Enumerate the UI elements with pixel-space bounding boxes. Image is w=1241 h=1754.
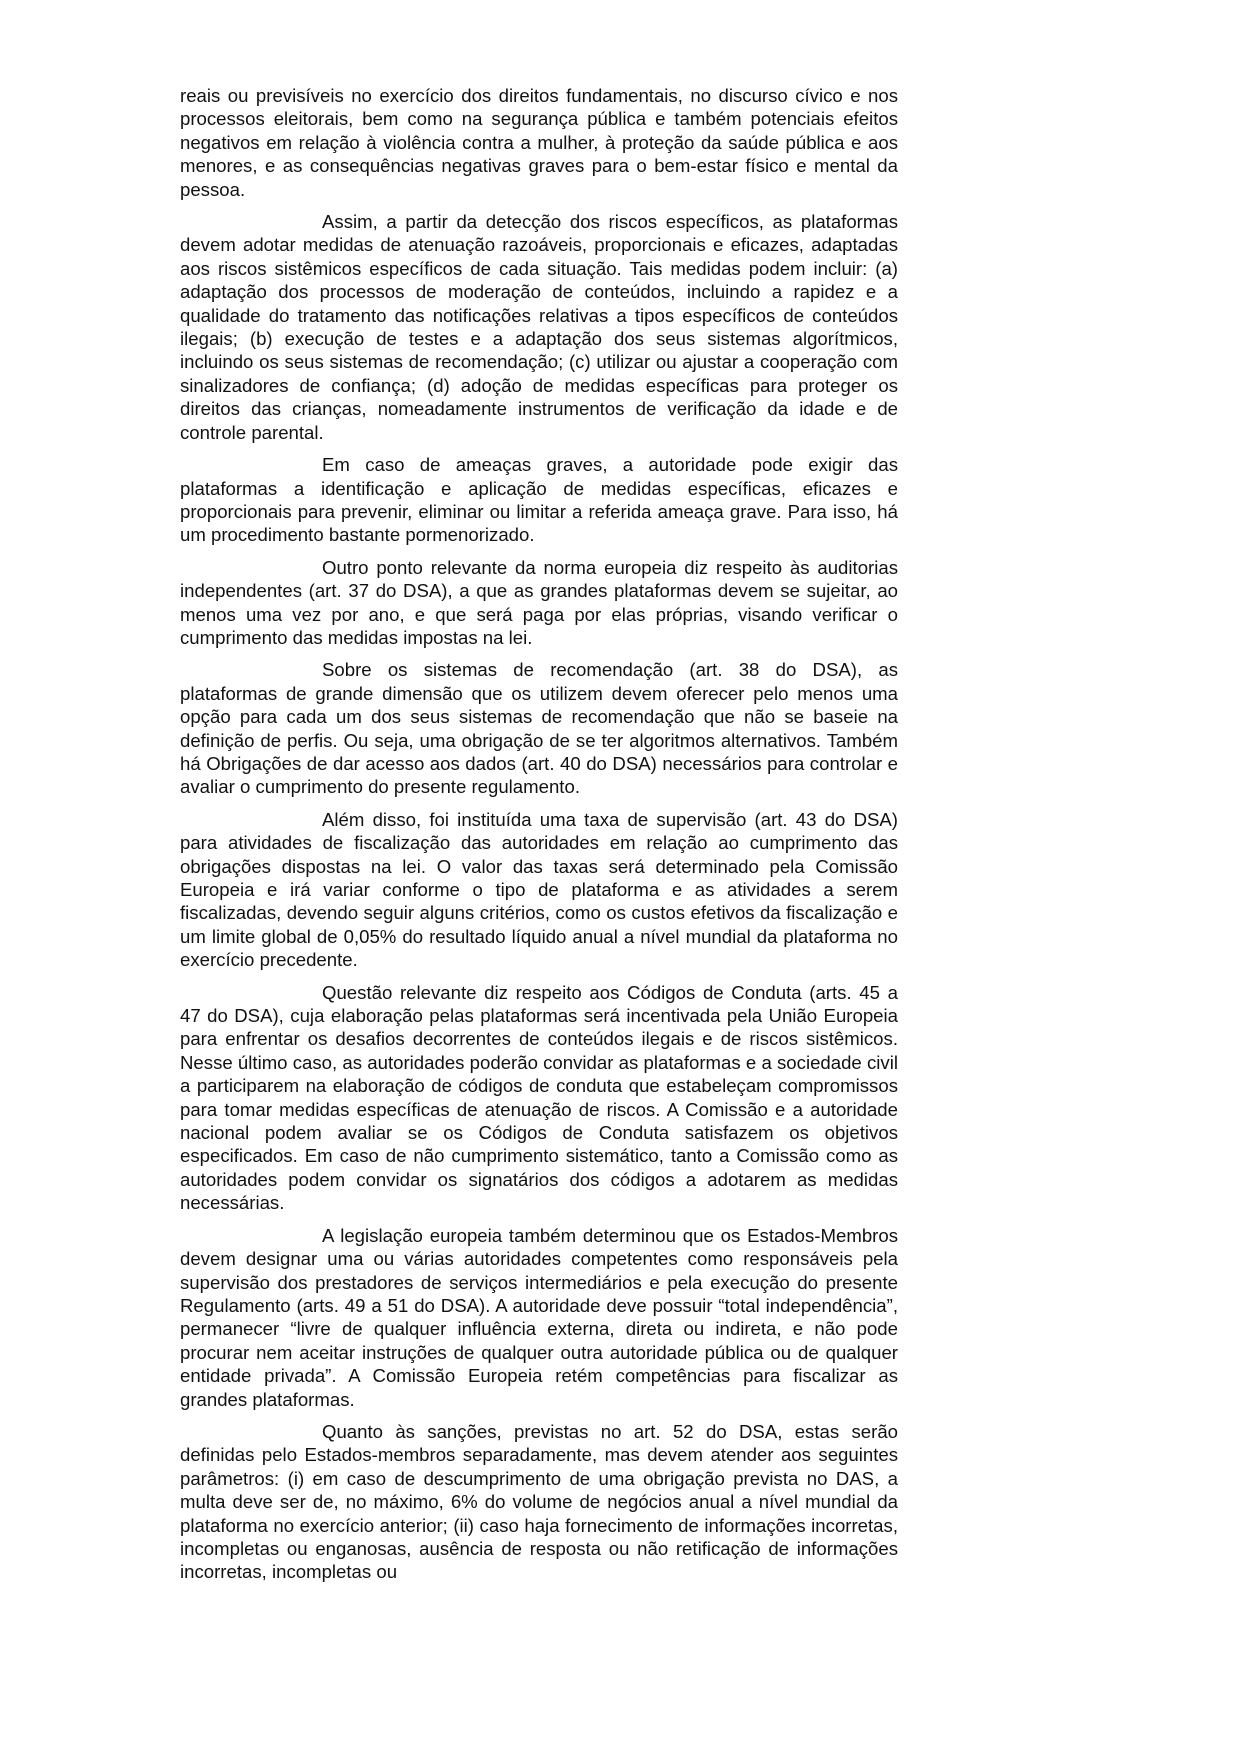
paragraph-mitigation-measures: Assim, a partir da detecção dos riscos específicos, as plataformas devem adotar medidas de atenuação razoáveis, proporcionais e eficazes, adaptadas aos riscos sistêmicos específicos de cada situação. Tais medidas podem incluir: (a) adaptação dos processos de moderação de conteúdos, incluindo a rapidez e a qualidade do tratamento das notificações relativas a tipos específicos de conteúdos ilegais; (b) execução de testes e a adaptação dos seus sistemas algorítmicos, incluindo os seus sistemas de recomendação; (c) utilizar ou ajustar a cooperação com sinalizadores de confiança; (d) adoção de medidas específicas para proteger os direitos das crianças, nomeadamente instrumentos de verificação da idade e de controle parental. [180,211,898,443]
document-page [180,84,898,1593]
paragraph-risk-effects: reais ou previsíveis no exercício dos direitos fundamentais, no discurso cívico e nos processos eleitorais, bem como na segurança pública e também potenciais efeitos negativos em relação à violência contra a mulher, à proteção da saúde pública e aos menores, e as consequências negativas graves para o bem-estar físico e mental da pessoa. [180,85,898,200]
paragraph-supervision-fee: Além disso, foi instituída uma taxa de supervisão (art. 43 do DSA) para atividades de fiscalização das autoridades em relação ao cumprimento das obrigações dispostas na lei. O valor das taxas será determinado pela Comissão Europeia e irá variar conforme o tipo de plataforma e as atividades a serem fiscalizadas, devendo seguir alguns critérios, como os custos efetivos da fiscalização e um limite global de 0,05% do resultado líquido anual a nível mundial da plataforma no exercício precedente. [180,808,898,971]
paragraph-competent-authorities: A legislação europeia também determinou que os Estados-Membros devem designar uma ou várias autoridades competentes como responsáveis pela supervisão dos prestadores de serviços intermediários e pela execução do presente Regulamento (arts. 49 a 51 do DSA). A autoridade deve possuir “total independência”, permanecer “livre de qualquer influência externa, direta ou indireta, e não pode procurar nem aceitar instruções de qualquer outra autoridade pública ou de qualquer entidade privada”. A Comissão Europeia retém competências para fiscalizar as grandes plataformas. [180,1224,898,1410]
paragraph-recommendation-systems: Sobre os sistemas de recomendação (art. 38 do DSA), as plataformas de grande dimensão que os utilizem devem oferecer pelo menos uma opção para cada um dos seus sistemas de recomendação que não se baseie na definição de perfis. Ou seja, uma obrigação de se ter algoritmos alternativos. Também há Obrigações de dar acesso aos dados (art. 40 do DSA) necessários para controlar e avaliar o cumprimento do presente regulamento. [180,659,898,798]
paragraph-codes-of-conduct: Questão relevante diz respeito aos Códigos de Conduta (arts. 45 a 47 do DSA), cuja elaboração pelas plataformas será incentivada pela União Europeia para enfrentar os desafios decorrentes de conteúdos ilegais e de riscos sistêmicos. Nesse último caso, as autoridades poderão convidar as plataformas e a sociedade civil a participarem na elaboração de códigos de conduta que estabeleçam compromissos para tomar medidas específicas de atenuação de riscos. A Comissão e a autoridade nacional podem avaliar se os Códigos de Conduta satisfazem os objetivos especificados. Em caso de não cumprimento sistemático, tanto a Comissão como as autoridades podem convidar os signatários dos códigos a adotarem as medidas necessárias. [180,981,898,1214]
paragraph-sanctions: Quanto às sanções, previstas no art. 52 do DSA, estas serão definidas pelo Estados-membros separadamente, mas devem atender aos seguintes parâmetros: (i) em caso de descumprimento de uma obrigação prevista no DAS, a multa deve ser de, no máximo, 6% do volume de negócios anual a nível mundial da plataforma no exercício anterior; (ii) caso haja fornecimento de informações incorretas, incompletas ou enganosas, ausência de resposta ou não retificação de informações incorretas, incompletas ou [180,1420,898,1583]
paragraph-serious-threats: Em caso de ameaças graves, a autoridade pode exigir das plataformas a identificação e aplicação de medidas específicas, eficazes e proporcionais para prevenir, eliminar ou limitar a referida ameaça grave. Para isso, há um procedimento bastante pormenorizado. [180,454,898,546]
paragraph-independent-audits: Outro ponto relevante da norma europeia diz respeito às auditorias independentes (art. 37 do DSA), a que as grandes plataformas devem se sujeitar, ao menos uma vez por ano, e que será paga por elas próprias, visando verificar o cumprimento das medidas impostas na lei. [180,556,898,648]
